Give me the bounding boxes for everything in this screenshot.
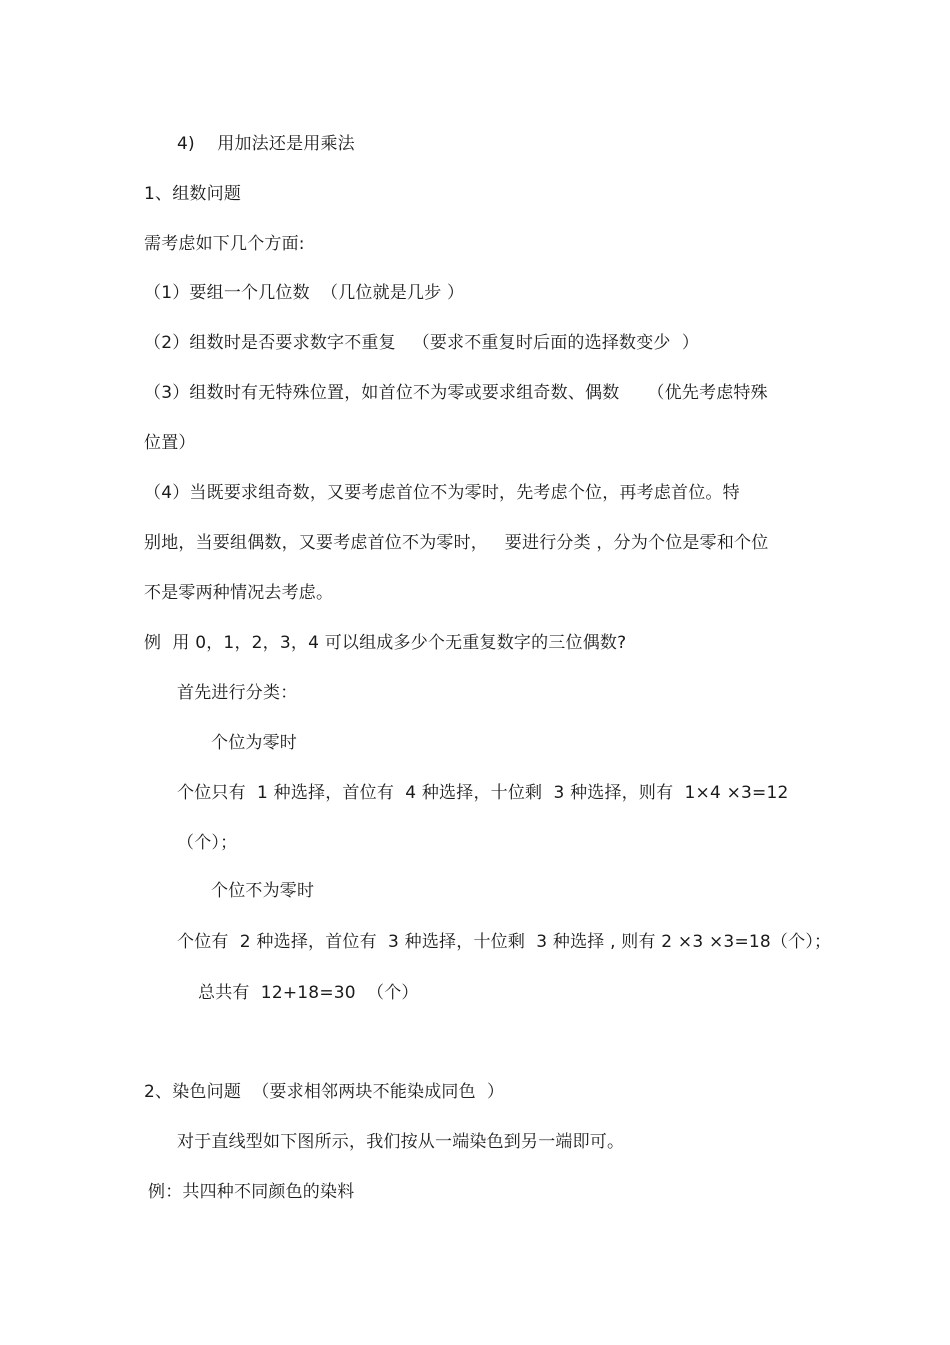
- considerations-intro: 需考虑如下几个方面:: [144, 234, 305, 254]
- consideration-3-line-1: （3）组数时有无特殊位置，如首位不为零或要求组奇数、偶数 （优先考虑特殊: [144, 383, 768, 403]
- section-1-heading: 1、组数问题: [144, 184, 242, 204]
- consideration-3-line-2: 位置）: [144, 433, 196, 453]
- classification-intro: 首先进行分类：: [177, 683, 298, 703]
- case-units-nonzero-calc: 个位有 2 种选择，首位有 3 种选择，十位剩 3 种选择 , 则有 2 ×3 ×3=18（个）；: [177, 932, 832, 952]
- linear-coloring-description: 对于直线型如下图所示，我们按从一端染色到另一端即可。: [177, 1132, 625, 1152]
- case-units-zero-unit: （个）；: [177, 833, 238, 853]
- total-result: 总共有 12+18=30 （个）: [198, 983, 419, 1003]
- case-units-zero-calc: 个位只有 1 种选择，首位有 4 种选择，十位剩 3 种选择，则有 1×4 ×3=12: [177, 783, 789, 803]
- section-2-heading: 2、染色问题 （要求相邻两块不能染成同色 ）: [144, 1082, 505, 1102]
- item-4-heading: 4) 用加法还是用乘法: [177, 134, 355, 154]
- consideration-4-line-3: 不是零两种情况去考虑。: [144, 583, 334, 603]
- coloring-example: 例：共四种不同颜色的染料: [148, 1182, 355, 1202]
- consideration-4-line-1: （4）当既要求组奇数，又要考虑首位不为零时，先考虑个位，再考虑首位。特: [144, 483, 740, 503]
- consideration-1: （1）要组一个几位数 （几位就是几步 ）: [144, 283, 465, 303]
- consideration-4-line-2: 别地，当要组偶数，又要考虑首位不为零时， 要进行分类 ，分为个位是零和个位: [144, 533, 769, 553]
- consideration-2: （2）组数时是否要求数字不重复 （要求不重复时后面的选择数变少 ）: [144, 333, 700, 353]
- case-units-nonzero-heading: 个位不为零时: [211, 881, 315, 901]
- case-units-zero-heading: 个位为零时: [211, 733, 297, 753]
- example-question: 例 用 0，1，2，3，4 可以组成多少个无重复数字的三位偶数?: [144, 633, 627, 653]
